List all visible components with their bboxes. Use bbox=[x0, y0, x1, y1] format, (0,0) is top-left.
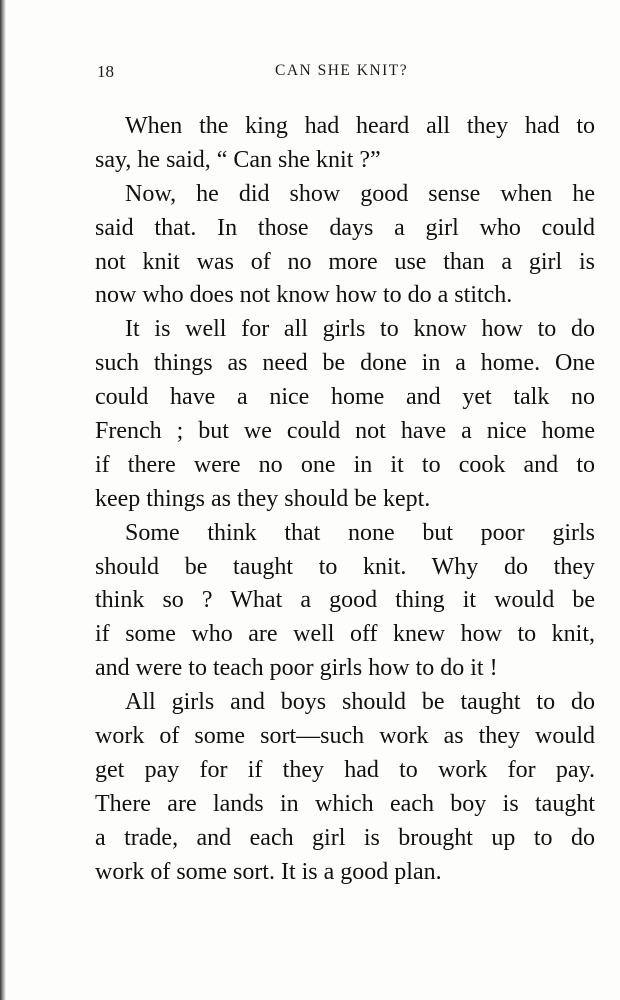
text-line: said that. In those days a girl who could bbox=[95, 214, 595, 241]
text-line: could have a nice home and yet talk no bbox=[95, 384, 595, 411]
text-line: French ; but we could not have a nice home bbox=[95, 418, 595, 445]
text-line: not knit was of no more use than a girl is bbox=[95, 248, 595, 275]
text-line: keep things as they should be kept. bbox=[95, 485, 431, 512]
text-line: All girls and boys should be taught to do bbox=[125, 689, 595, 716]
text-line: It is well for all girls to know how to do bbox=[125, 316, 595, 343]
text-line: now who does not know how to do a stitch. bbox=[95, 282, 513, 309]
paragraph bbox=[95, 110, 595, 178]
text-line: think so ? What a good thing it would be bbox=[95, 587, 595, 614]
text-line: such things as need be done in a home. One bbox=[95, 350, 595, 377]
running-title: CAN SHE KNIT? bbox=[275, 62, 409, 79]
paragraph bbox=[95, 517, 595, 686]
text-line: and were to teach poor girls how to do it ! bbox=[95, 655, 498, 682]
page-number: 18 bbox=[97, 62, 114, 81]
page-binding-shadow bbox=[0, 0, 6, 1000]
text-line: say, he said, “ Can she knit ?” bbox=[95, 146, 381, 173]
text-line: When the king had heard all they had to bbox=[125, 113, 595, 139]
body-text bbox=[95, 110, 595, 889]
running-head bbox=[97, 62, 593, 86]
text-line: if there were no one in it to cook and to bbox=[95, 451, 595, 478]
text-line: There are lands in which each boy is taught bbox=[95, 790, 595, 817]
text-line: should be taught to knit. Why do they bbox=[95, 553, 595, 580]
text-line: Now, he did show good sense when he bbox=[125, 180, 595, 207]
text-line: work of some sort. It is a good plan. bbox=[95, 858, 442, 885]
paragraph bbox=[95, 313, 595, 516]
paragraph bbox=[95, 178, 595, 314]
text-line: Some think that none but poor girls bbox=[125, 519, 595, 546]
text-line: a trade, and each girl is brought up to do bbox=[95, 824, 595, 851]
paragraph bbox=[95, 686, 595, 889]
text-line: work of some sort—such work as they would bbox=[95, 723, 595, 750]
text-line: get pay for if they had to work for pay. bbox=[95, 756, 595, 783]
text-line: if some who are well off knew how to knit, bbox=[95, 621, 595, 648]
